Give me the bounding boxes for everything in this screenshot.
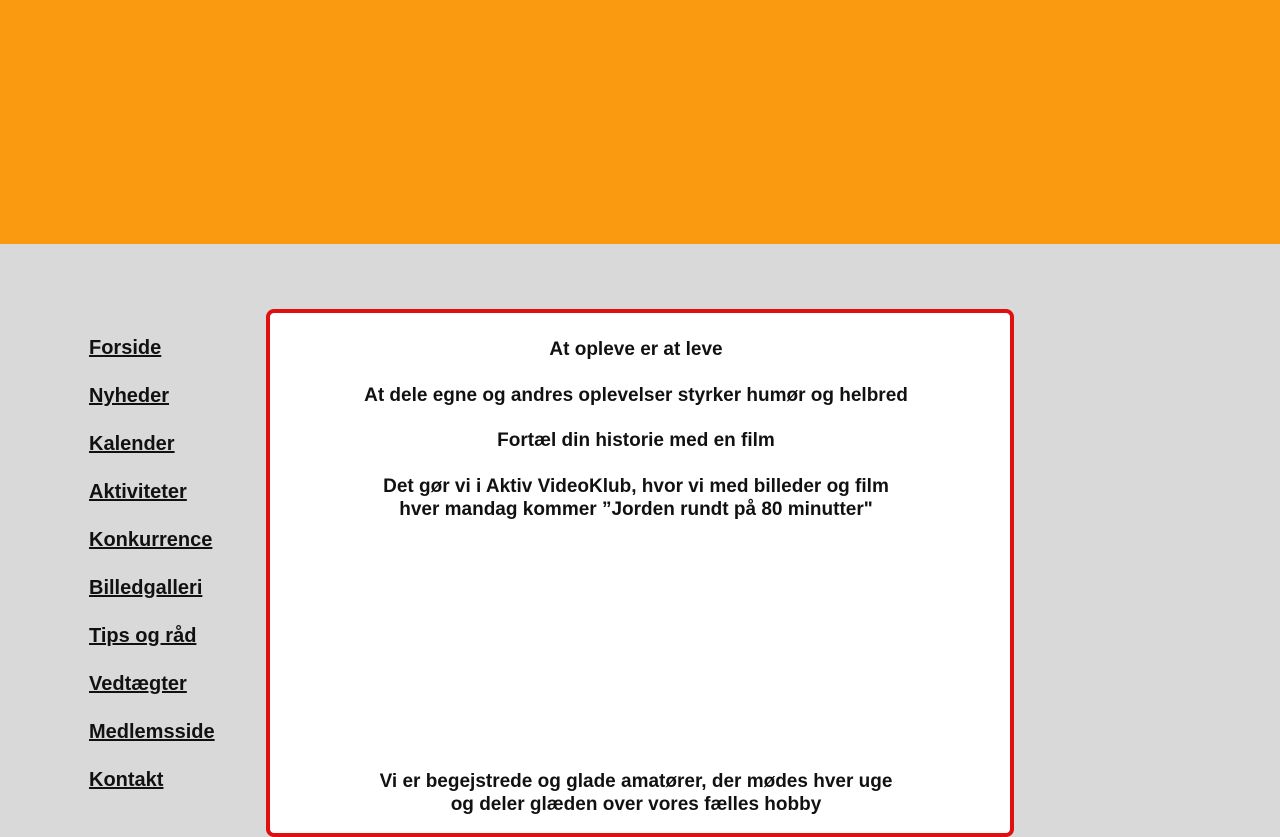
about-line: og deler glæden over vores fælles hobby — [450, 794, 822, 815]
intro-line: hver mandag kommer ”Jorden rundt på 80 minutter" — [399, 499, 873, 520]
nav-link-vedtaegter[interactable]: Vedtægter — [89, 673, 187, 695]
nav-link-nyheder[interactable]: Nyheder — [89, 385, 170, 407]
nav-link-kontakt[interactable]: Kontakt — [89, 769, 164, 791]
page-heading: At opleve er at leve — [549, 339, 723, 360]
tagline-line: At dele egne og andres oplevelser styrker humør og helbred — [364, 385, 908, 406]
nav-link-kalender[interactable]: Kalender — [89, 433, 175, 455]
nav-link-billedgalleri[interactable]: Billedgalleri — [89, 577, 203, 599]
header-banner — [0, 0, 1280, 244]
nav-link-tips-og-raad[interactable]: Tips og råd — [89, 625, 197, 647]
sidebar-nav — [89, 324, 259, 804]
nav-link-forside[interactable]: Forside — [89, 337, 162, 359]
about-line: Vi er begejstrede og glade amatører, der mødes hver uge — [379, 771, 893, 792]
intro-line: Det gør vi i Aktiv VideoKlub, hvor vi med billeder og film — [383, 476, 889, 497]
nav-link-medlemsside[interactable]: Medlemsside — [89, 721, 215, 743]
main-content-box — [266, 309, 1014, 837]
nav-link-aktiviteter[interactable]: Aktiviteter — [89, 481, 187, 503]
nav-link-konkurrence[interactable]: Konkurrence — [89, 529, 213, 551]
tagline-line: Fortæl din historie med en film — [497, 430, 775, 451]
